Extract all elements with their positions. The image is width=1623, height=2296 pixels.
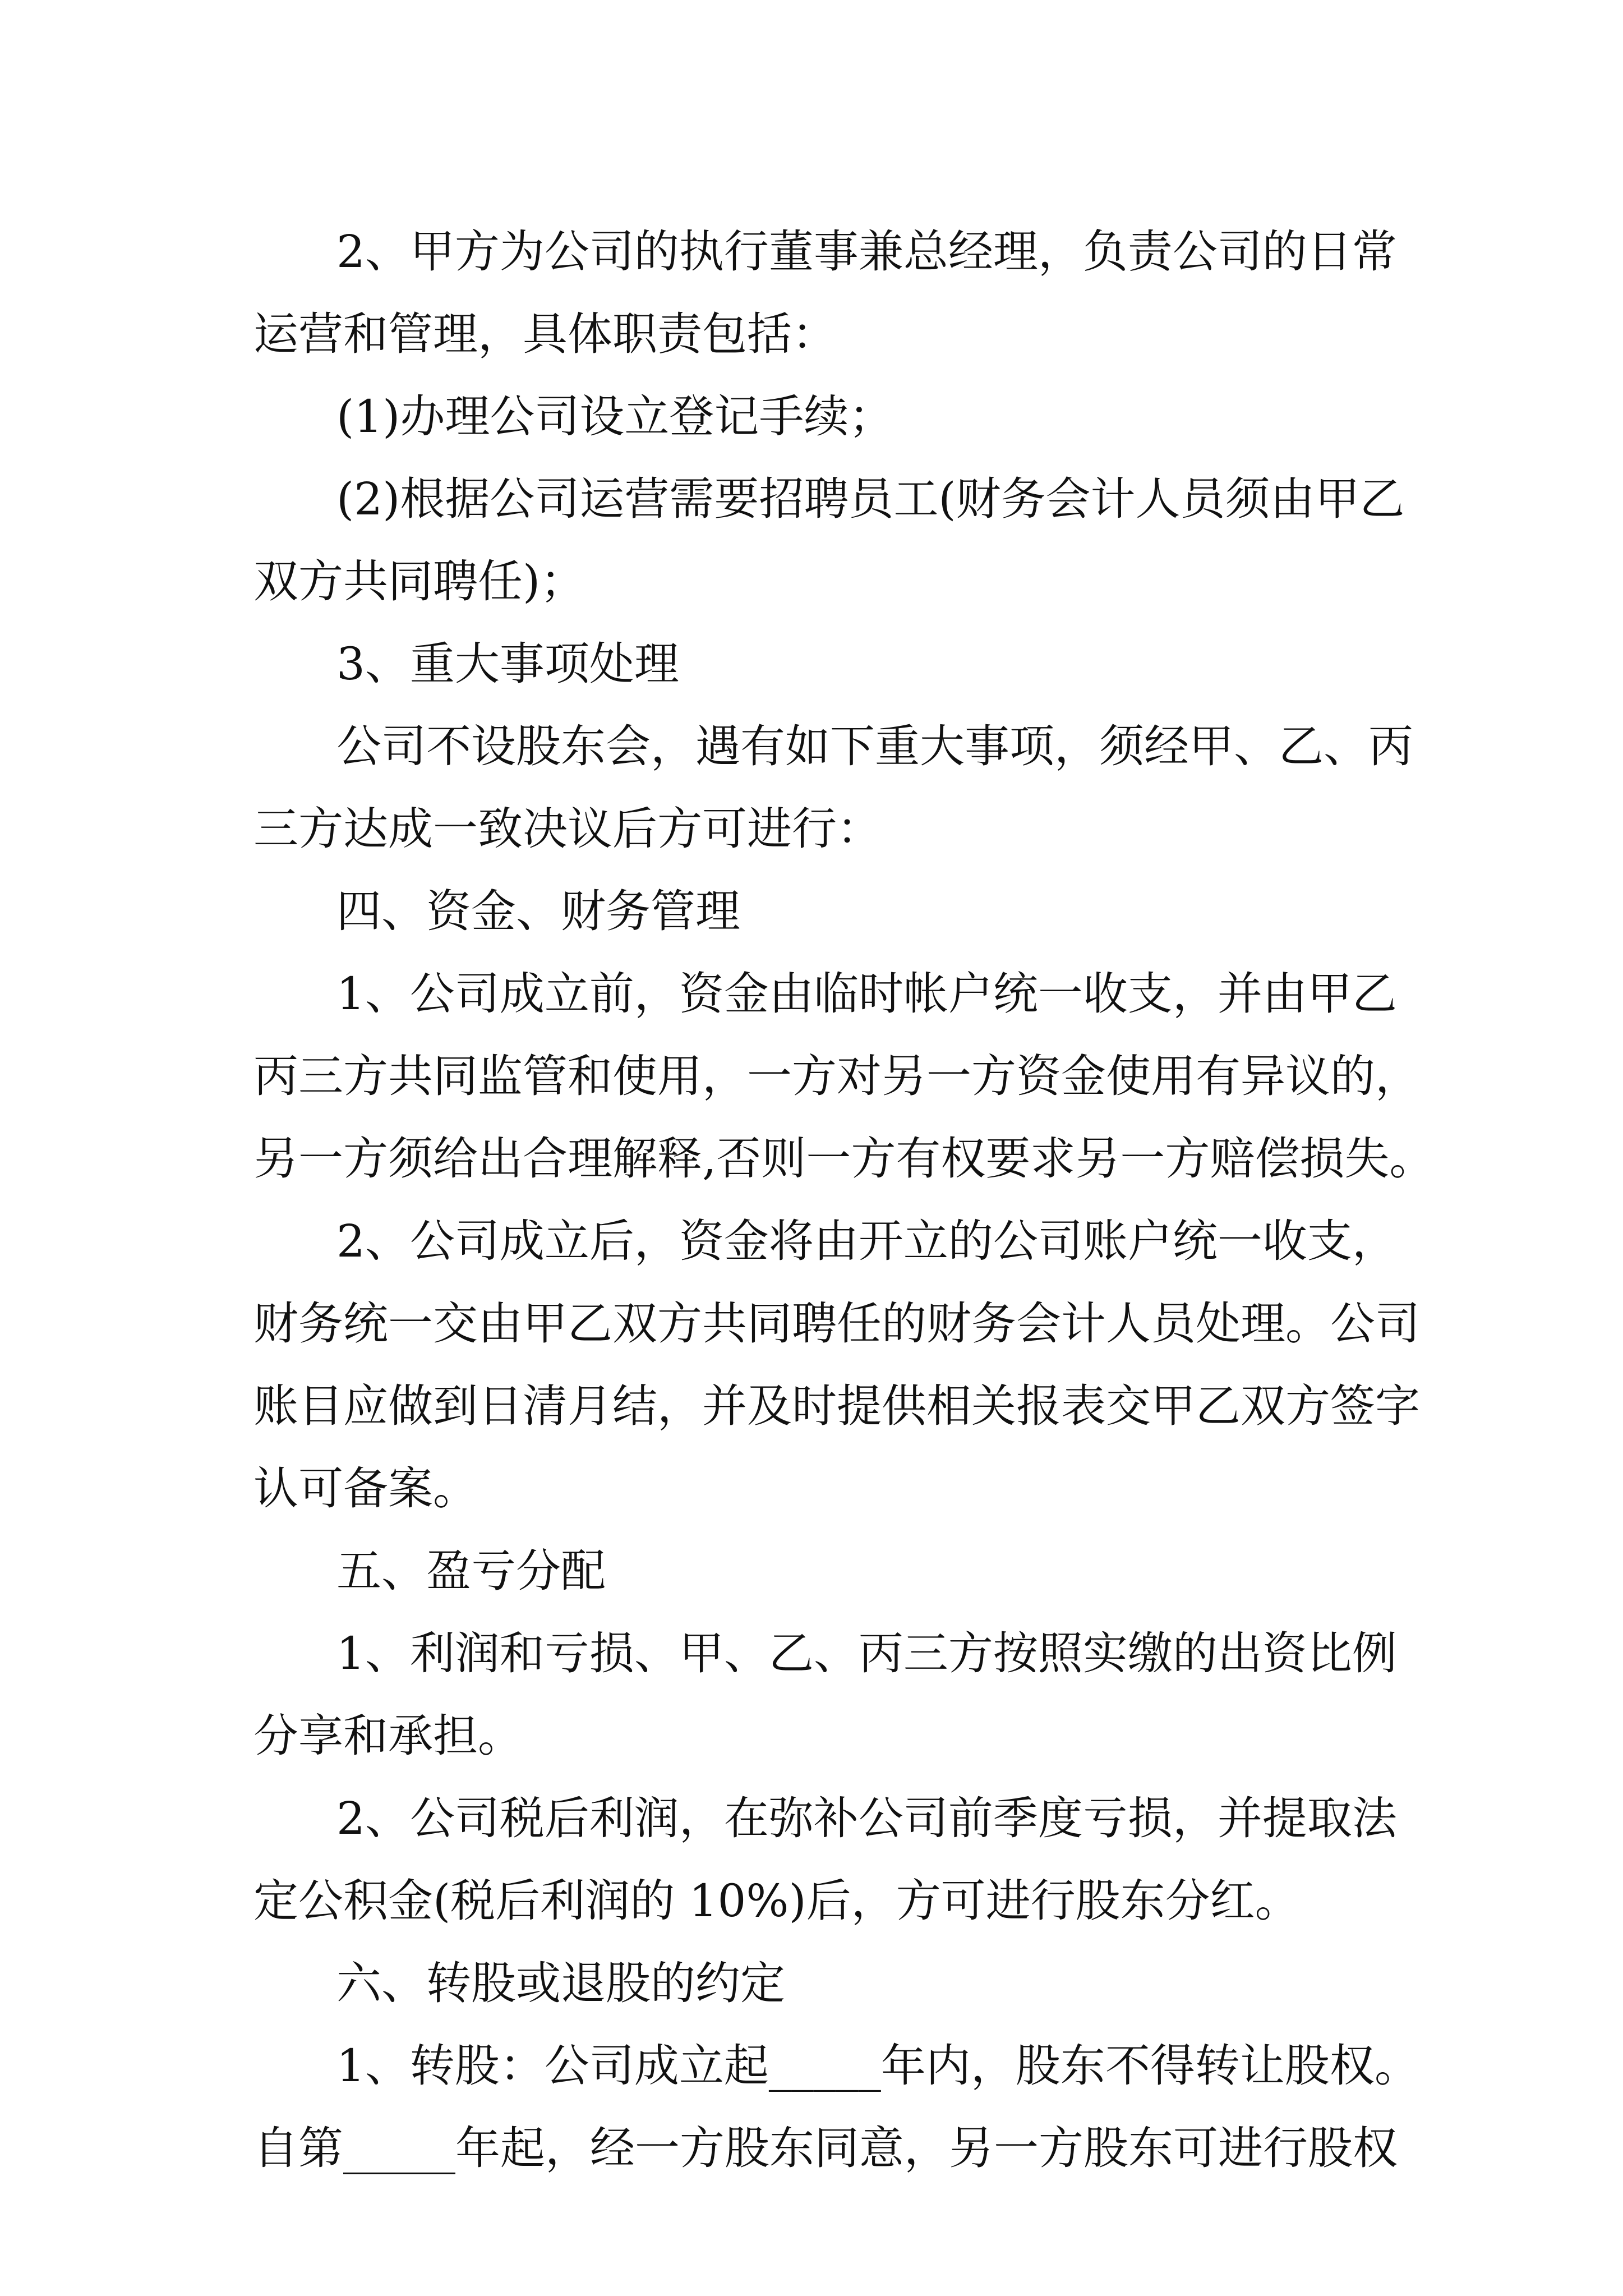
section-heading: 3、重大事项处理 — [336, 638, 679, 690]
paragraph-line: 1、公司成立前，资金由临时帐户统一收支，并由甲乙 — [336, 968, 1397, 1020]
paragraph-line: 双方共同聘任)； — [253, 555, 585, 608]
paragraph-line: 运营和管理，具体职责包括： — [253, 308, 837, 360]
paragraph-line: 自第_____年起，经一方股东同意，另一方股东可进行股权 — [253, 2122, 1398, 2174]
paragraph-line: 2、甲方为公司的执行董事兼总经理，负责公司的日常 — [336, 226, 1397, 278]
paragraph-line: 公司不设股东会，遇有如下重大事项，须经甲、乙、丙 — [336, 720, 1413, 772]
paragraph-line: 2、公司税后利润，在弥补公司前季度亏损，并提取法 — [336, 1792, 1397, 1844]
paragraph-line: (1)办理公司设立登记手续； — [336, 390, 894, 443]
paragraph-line: 另一方须给出合理解释,否则一方有权要求另一方赔偿损失。 — [253, 1133, 1435, 1185]
section-heading: 五、盈亏分配 — [336, 1545, 606, 1597]
paragraph-line: 账目应做到日清月结，并及时提供相关报表交甲乙双方签字 — [253, 1380, 1420, 1432]
paragraph-line: 2、公司成立后，资金将由开立的公司账户统一收支， — [336, 1215, 1397, 1267]
paragraph-line: 1、利润和亏损、甲、乙、丙三方按照实缴的出资比例 — [336, 1627, 1397, 1680]
paragraph-line: 分享和承担。 — [253, 1710, 523, 1762]
document-body — [253, 210, 1435, 2189]
paragraph-line: 定公积金(税后利润的 10%)后，方可进行股东分红。 — [253, 1875, 1300, 1927]
paragraph-line: (2)根据公司运营需要招聘员工(财务会计人员须由甲乙 — [336, 473, 1405, 525]
paragraph-line: 三方达成一致决议后方可进行： — [253, 803, 882, 855]
paragraph-line: 丙三方共同监管和使用，一方对另一方资金使用有异议的， — [253, 1050, 1420, 1102]
section-heading: 六、转股或退股的约定 — [336, 1957, 785, 2009]
paragraph-line: 认可备案。 — [253, 1462, 478, 1515]
section-heading: 四、资金、财务管理 — [336, 885, 740, 937]
paragraph-line: 财务统一交由甲乙双方共同聘任的财务会计人员处理。公司 — [253, 1297, 1420, 1350]
paragraph-line: 1、转股：公司成立起_____年内，股东不得转让股权。 — [336, 2040, 1419, 2092]
